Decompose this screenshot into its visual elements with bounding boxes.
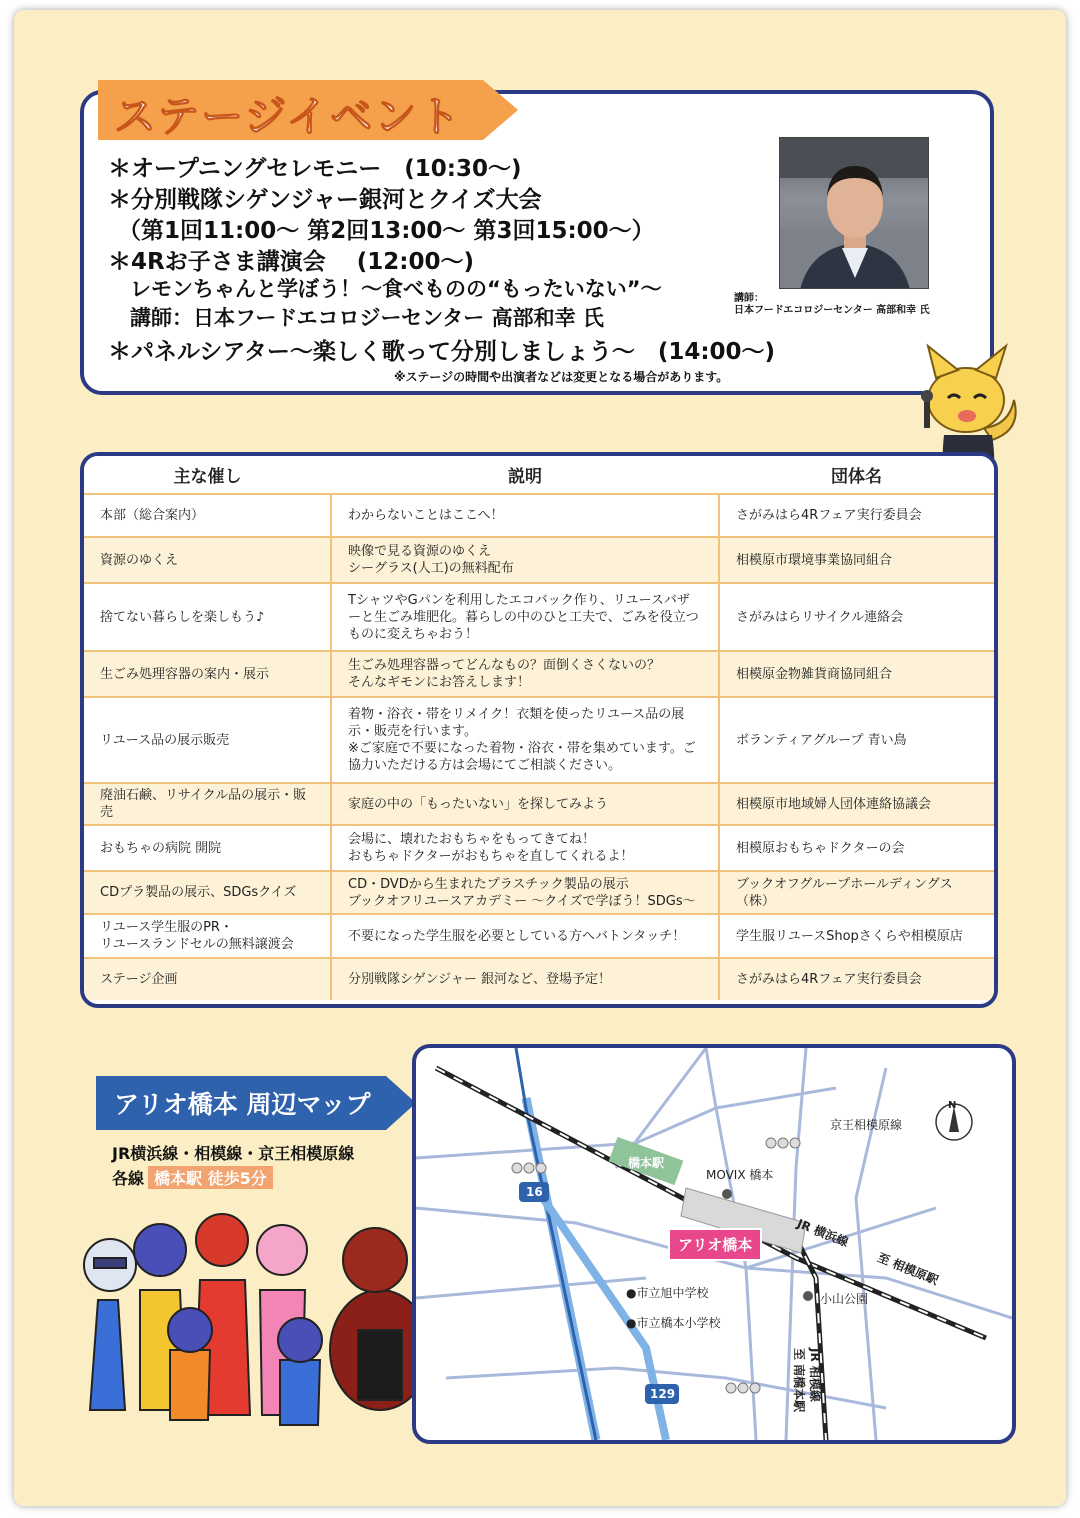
map-heading: アリオ橋本 周辺マップ (114, 1090, 371, 1119)
map-label-asahi-jhs: ●市立旭中学校 (626, 1286, 709, 1300)
stage-line-lecture: ＊4Rお子さま講演会 (12:00〜) (108, 249, 474, 275)
ranger-characters-icon (70, 1210, 440, 1450)
cell-event: リユース学生服のPR・ リユースランドセルの無料譲渡会 (84, 914, 331, 958)
cell-event: おもちゃの病院 開院 (84, 825, 331, 871)
cell-description: 分別戦隊シゲンジャー 銀河など、登場予定！ (331, 958, 719, 1000)
cell-description: CD・DVDから生まれたプラスチック製品の展示 ブックオフリユースアカデミー 〜クイズで学ぼう！SDGs〜 (331, 871, 719, 914)
table-row (84, 914, 994, 958)
map-label-hashimoto-es: ●市立橋本小学校 (626, 1316, 721, 1330)
photo-caption-title: 講師： (734, 293, 764, 304)
station-walk-badge: 橋本駅 徒歩5分 (148, 1166, 273, 1189)
cell-organization: 相模原市環境事業協同組合 (719, 537, 994, 583)
stage-line-lecturer: 講師：日本フードエコロジーセンター 高部和幸 氏 (130, 306, 604, 330)
cell-description: 家庭の中の「もったいない」を探してみよう (331, 783, 719, 825)
cell-description: 着物・浴衣・帯をリメイク！衣類を使ったリユース品の展示・販売を行います。 ※ご家庭で不要になった着物・浴衣・帯を集めています。ご協力いただける方は会場にてご相談ください。 (331, 697, 719, 783)
stage-heading: ステージイベント (114, 92, 463, 141)
access-lines: JR横浜線・相模線・京王相模原線 (112, 1144, 355, 1163)
lecturer-photo (779, 137, 929, 289)
route-129-label: 129 (650, 1387, 676, 1401)
map-label-movix: MOVIX 橋本 (706, 1168, 774, 1182)
stage-line-lecture-title: レモンちゃんと学ぼう！〜食べものの“もったいない”〜 (130, 277, 662, 301)
table-row (84, 697, 994, 783)
flyer-page (14, 10, 1066, 1506)
header-event: 主な催し (84, 456, 331, 494)
cell-description: TシャツやGパンを利用したエコバック作り、リユースバザーと生ごみ堆肥化。暮らしの中のひと工夫で、ごみを役立つものに変えちゃおう！ (331, 583, 719, 651)
stage-line-opening: ＊オープニングセレモニー (10:30〜) (108, 156, 522, 182)
access-prefix: 各線 (112, 1169, 145, 1188)
cell-organization: さがみはら4Rフェア実行委員会 (719, 494, 994, 537)
stage-line-quiz: ＊分別戦隊シゲンジャー銀河とクイズ大会 (108, 187, 542, 213)
map-label-koyama-park: 小山公園 (820, 1292, 869, 1306)
cell-description: 生ごみ処理容器ってどんなもの？面倒くさくないの？ そんなギモンにお答えします！ (331, 651, 719, 697)
map-label-ario: アリオ橋本 (668, 1228, 762, 1261)
map-label-to-sagamihara: 至 相模原駅 (875, 1250, 941, 1288)
cell-organization: ボランティアグループ 青い鳥 (719, 697, 994, 783)
map-label-keio: 京王相模原線 (830, 1118, 903, 1132)
table-row (84, 958, 994, 1000)
events-table-card (80, 452, 998, 1008)
events-table (84, 456, 994, 1000)
cell-description: わからないことはここへ！ (331, 494, 719, 537)
photo-caption-name: 日本フードエコロジーセンター 高部和幸 氏 (734, 305, 930, 316)
access-station (112, 1166, 273, 1189)
cell-organization: さがみはらリサイクル連絡会 (719, 583, 994, 651)
cell-event: 廃油石鹸、リサイクル品の展示・販売 (84, 783, 331, 825)
table-row (84, 825, 994, 871)
stage-line-quiz-times: （第1回11:00〜 第2回13:00〜 第3回15:00〜） (118, 218, 655, 244)
route-16-label: 16 (526, 1185, 543, 1199)
cell-description: 不要になった学生服を必要としている方へバトンタッチ！ (331, 914, 719, 958)
header-organization: 団体名 (719, 456, 994, 494)
stage-line-panel-theater: ＊パネルシアター〜楽しく歌って分別しましょう〜 (14:00〜) (108, 339, 776, 365)
cell-event: 資源のゆくえ (84, 537, 331, 583)
cell-description: 映像で見る資源のゆくえ シーグラス(人工)の無料配布 (331, 537, 719, 583)
cell-event: リユース品の展示販売 (84, 697, 331, 783)
area-map (412, 1044, 1016, 1444)
cell-organization: 相模原おもちゃドクターの会 (719, 825, 994, 871)
cell-event: 本部（総合案内） (84, 494, 331, 537)
map-label-jr-yokohama: JR 横浜線 (795, 1216, 851, 1250)
map-label-jr-sagami: JR 相模線 (808, 1348, 822, 1402)
cell-event: CDプラ製品の展示、SDGsクイズ (84, 871, 331, 914)
cell-organization: 学生服リユースShopさくらや相模原店 (719, 914, 994, 958)
header-description: 説明 (331, 456, 719, 494)
cell-organization: 相模原市地域婦人団体連絡協議会 (719, 783, 994, 825)
table-row (84, 583, 994, 651)
map-label-hashimoto-station: 橋本駅 (628, 1156, 665, 1170)
table-row (84, 783, 994, 825)
map-label-to-minami: 至 南橋本駅 (792, 1348, 806, 1413)
cell-organization: 相模原金物雑貨商協同組合 (719, 651, 994, 697)
stage-change-note: ※ステージの時間や出演者などは変更となる場合があります。 (394, 370, 729, 384)
cell-description: 会場に、壊れたおもちゃをもってきてね！ おもちゃドクターがおもちゃを直してくれるよ！ (331, 825, 719, 871)
cell-event: ステージ企画 (84, 958, 331, 1000)
table-row (84, 871, 994, 914)
table-row (84, 651, 994, 697)
table-row (84, 537, 994, 583)
table-row (84, 494, 994, 537)
cell-organization: さがみはら4Rフェア実行委員会 (719, 958, 994, 1000)
north-label: N (948, 1100, 957, 1111)
cell-event: 生ごみ処理容器の案内・展示 (84, 651, 331, 697)
cell-event: 捨てない暮らしを楽しもう♪ (84, 583, 331, 651)
cell-organization: ブックオフグループホールディングス（株） (719, 871, 994, 914)
